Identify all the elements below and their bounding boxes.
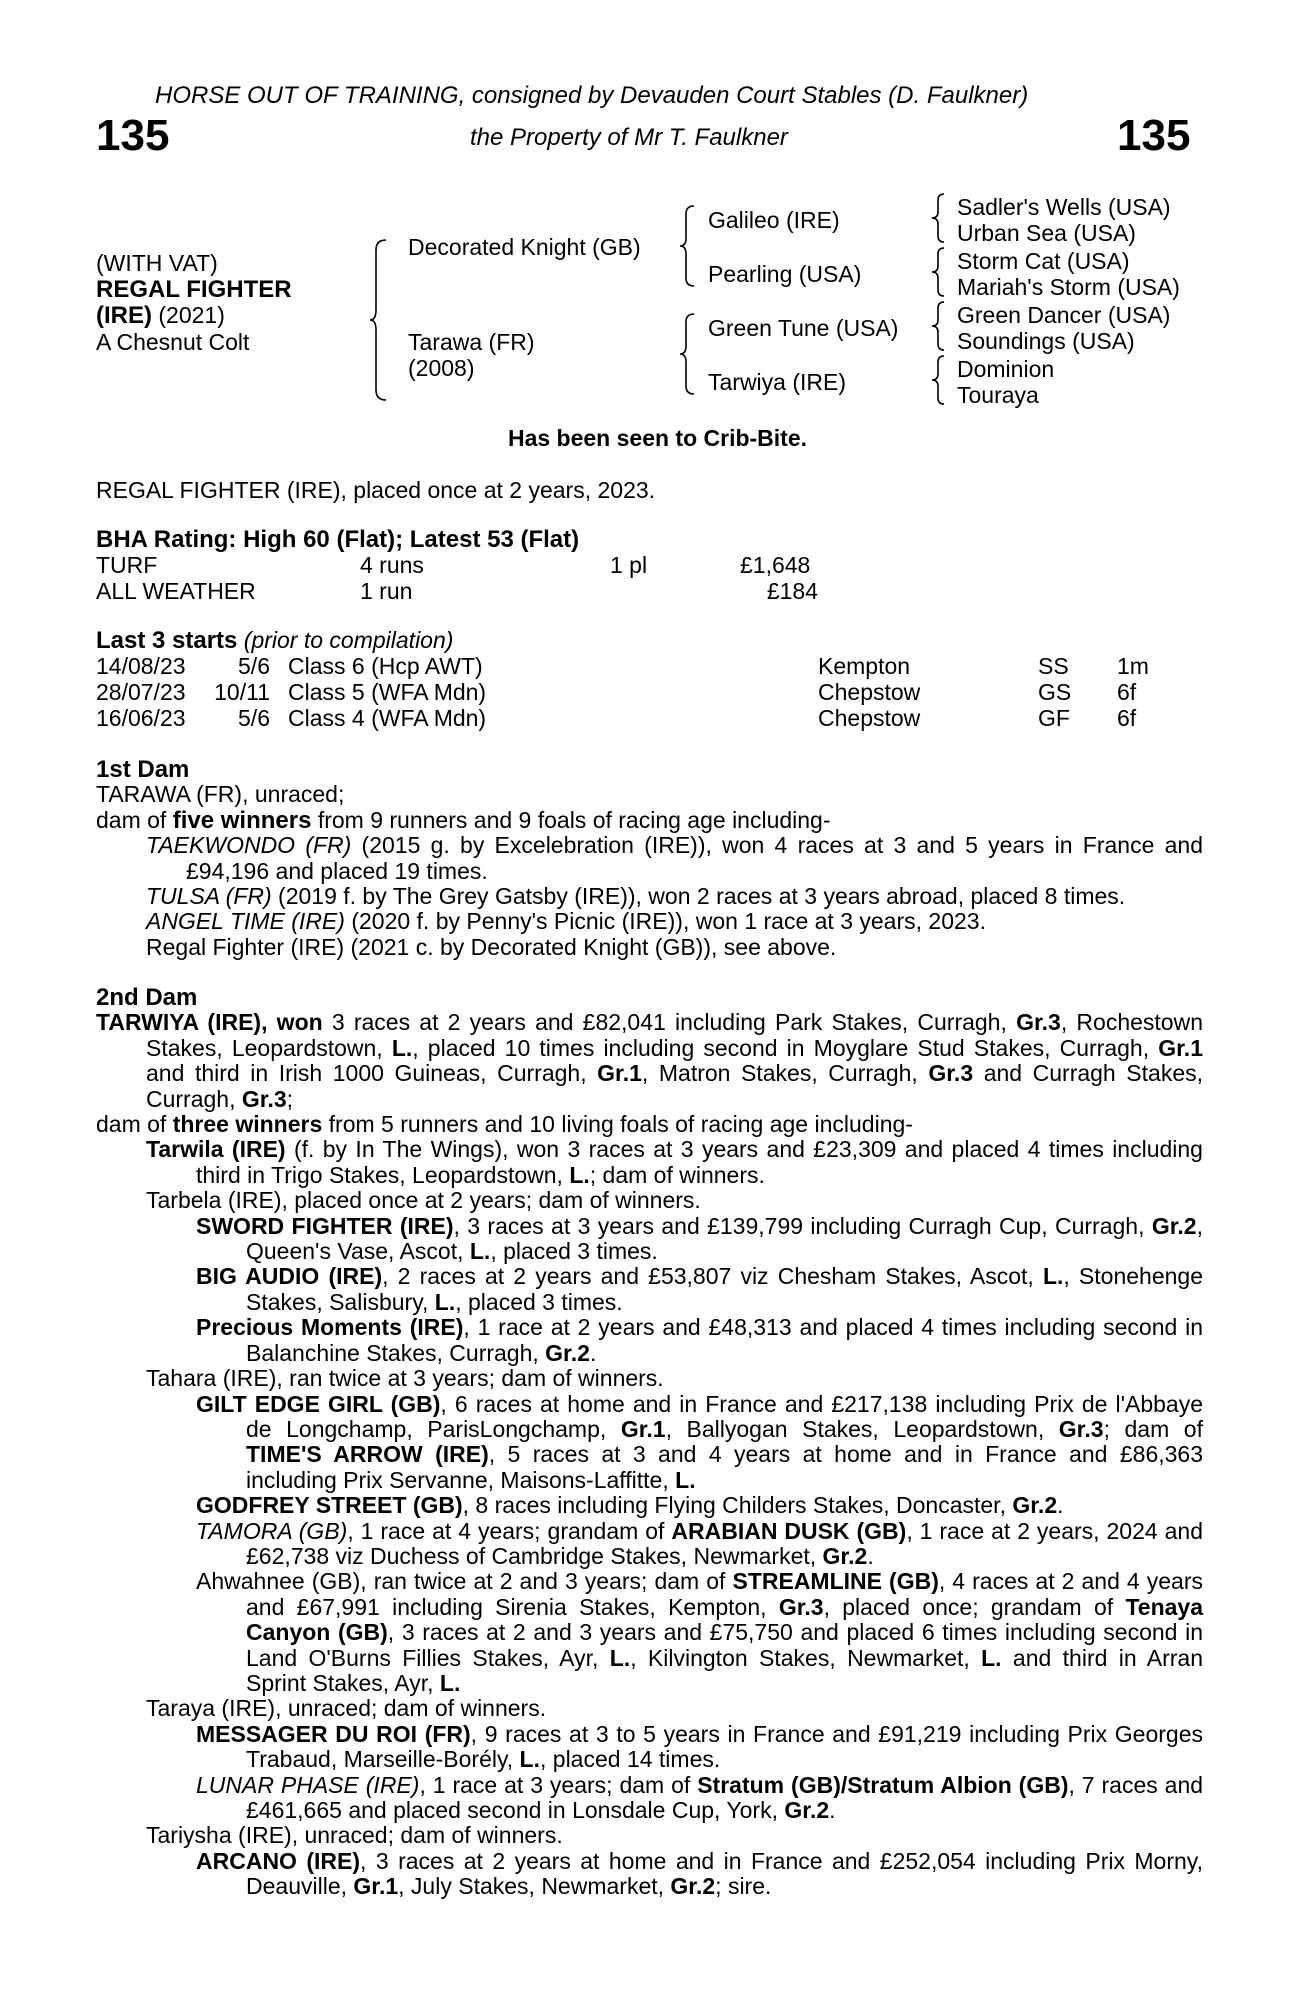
- last-starts-heading: Last 3 starts (prior to compilation): [96, 627, 454, 654]
- record-turf-placed: 1 pl: [610, 552, 648, 578]
- dam-name: Tarawa (FR): [408, 329, 535, 355]
- first-dam-section: [96, 757, 1203, 960]
- ddd: Touraya: [957, 382, 1039, 408]
- dss: Green Dancer (USA): [957, 302, 1171, 328]
- produce-arcano: ARCANO (IRE), 3 races at 2 years at home and in France and £252,054 including Prix Morny, Deauville, Gr.1, July Stakes, Newmarket, Gr.2; sire.: [196, 1847, 1203, 1900]
- produce-tulsa: TULSA (FR) (2019 f. by The Grey Gatsby (IRE)), won 2 races at 3 years abroad, placed 8 times.: [146, 883, 1126, 910]
- dds: Dominion: [957, 356, 1055, 382]
- crib-bite-notice: Has been seen to Crib-Bite.: [507, 425, 808, 451]
- produce-gilt-edge-girl: GILT EDGE GIRL (GB), 6 races at home and in France and £217,138 including Prix de l'Abbaye de Longchamp, ParisLongchamp, Gr.1, Ballyogan Stakes, Leopardstown, Gr.3; dam of TIME'S ARROW (IRE), 5 races at 3 and 4 years at home and in France and £86,363 including Prix Servanne, Maisons-Laffitte, L.: [196, 1390, 1203, 1493]
- start-course: Chepstow: [818, 679, 921, 705]
- produce-tarbela: Tarbela (IRE), placed once at 2 years; dam of winners.: [146, 1187, 701, 1214]
- start-date: 14/08/23: [96, 653, 186, 679]
- sire-brace: [678, 204, 698, 288]
- produce-tarwila: Tarwila (IRE) (f. by In The Wings), won 3 races at 3 years and £23,309 and placed 4 times including third in Trigo Stakes, Leopardstown, L.; dam of winners.: [146, 1136, 1203, 1188]
- start-going: SS: [1038, 653, 1069, 679]
- horse-name: REGAL FIGHTER: [96, 276, 292, 303]
- start-course: Chepstow: [818, 705, 921, 731]
- start-distance: 1m: [1117, 653, 1149, 679]
- record-turf-runs: 4 runs: [360, 552, 424, 578]
- first-dam-produce: dam of five winners from 9 runners and 9 foals of racing age including-: [96, 806, 831, 834]
- dam-year: (2008): [408, 355, 475, 381]
- sire-sire: Galileo (IRE): [708, 207, 840, 233]
- record-aw-runs: 1 run: [360, 578, 413, 604]
- record-aw-surface: ALL WEATHER: [96, 578, 256, 604]
- second-dam-produce: dam of three winners from 5 runners and 10 living foals of racing age including-: [96, 1111, 913, 1138]
- first-dam-heading: 1st Dam: [96, 756, 190, 783]
- property-line: the Property of Mr T. Faulkner: [470, 124, 788, 151]
- bha-rating: BHA Rating: High 60 (Flat); Latest 53 (Flat): [96, 526, 580, 553]
- sdd: Mariah's Storm (USA): [957, 274, 1180, 300]
- produce-godfrey-street: GODFREY STREET (GB), 8 races including Flying Childers Stakes, Doncaster, Gr.2.: [196, 1492, 1064, 1519]
- produce-big-audio: BIG AUDIO (IRE), 2 races at 2 years and £53,807 viz Chesham Stakes, Ascot, L., Stonehenge Stakes, Salisbury, L., placed 3 times.: [196, 1263, 1203, 1315]
- start-distance: 6f: [1117, 705, 1137, 731]
- start-date: 16/06/23: [96, 705, 186, 731]
- record-turf-money: £1,648: [740, 552, 811, 578]
- produce-taraya: Taraya (IRE), unraced; dam of winners.: [146, 1695, 547, 1722]
- produce-lunar-phase: LUNAR PHASE (IRE), 1 race at 3 years; dam of Stratum (GB)/Stratum Albion (GB), 7 races and £461,665 and placed second in Lonsdale Cup, York, Gr.2.: [196, 1771, 1204, 1823]
- sire-dam: Pearling (USA): [708, 261, 862, 287]
- start-date: 28/07/23: [96, 679, 186, 705]
- brace-g2: [930, 246, 948, 298]
- ssd: Urban Sea (USA): [957, 220, 1136, 246]
- sire-name: Decorated Knight (GB): [408, 234, 641, 260]
- start-distance: 6f: [1117, 679, 1137, 705]
- consignor-line: HORSE OUT OF TRAINING, consigned by Devauden Court Stables (D. Faulkner): [155, 82, 1029, 109]
- start-race: Class 5 (WFA Mdn): [288, 679, 487, 705]
- start-position: 5/6: [238, 653, 270, 679]
- start-going: GS: [1038, 679, 1072, 705]
- produce-tahara: Tahara (IRE), ran twice at 3 years; dam of winners.: [146, 1365, 664, 1392]
- horse-origin-year: (IRE) (2021): [96, 302, 225, 329]
- produce-messager-du-roi: MESSAGER DU ROI (FR), 9 races at 3 to 5 years in France and £91,219 including Prix Georges Trabaud, Marseille-Borély, L., placed 14 times.: [196, 1720, 1203, 1773]
- produce-precious-moments: Precious Moments (IRE), 1 race at 2 years and £48,313 and placed 4 times including second in Balanchine Stakes, Curragh, Gr.2.: [196, 1314, 1203, 1366]
- produce-taekwondo: TAEKWONDO (FR) (2015 g. by Excelebration (IRE)), won 4 races at 3 and 5 years in France and £94,196 and placed 19 times.: [146, 832, 1203, 884]
- second-dam-record: TARWIYA (IRE), won 3 races at 2 years and £82,041 including Park Stakes, Curragh, Gr.3, Rochestown Stakes, Leopardstown, L., placed 10 times including second in Moyglare Stud Stakes, Curragh, Gr.1 and third in Irish 1000 Guineas, Curragh, Gr.1, Matron Stakes, Curragh, Gr.3 and Curragh Stakes, Curragh, Gr.3;: [96, 1009, 1204, 1112]
- second-dam-heading: 2nd Dam: [96, 984, 198, 1011]
- start-course: Kempton: [818, 653, 911, 679]
- dam-brace: [678, 312, 698, 396]
- produce-tamora: TAMORA (GB), 1 race at 4 years; grandam of ARABIAN DUSK (GB), 1 race at 2 years, 2024 and £62,738 viz Duchess of Cambridge Stakes, Newmarket, Gr.2.: [196, 1517, 1203, 1569]
- record-aw-money: £184: [766, 578, 818, 604]
- start-race: Class 4 (WFA Mdn): [288, 705, 487, 731]
- dam-dam: Tarwiya (IRE): [708, 369, 847, 395]
- record-turf-surface: TURF: [96, 552, 158, 578]
- race-summary: REGAL FIGHTER (IRE), placed once at 2 years, 2023.: [96, 477, 656, 503]
- sss: Sadler's Wells (USA): [957, 194, 1171, 220]
- start-race: Class 6 (Hcp AWT): [288, 653, 483, 679]
- brace-g4: [930, 354, 948, 406]
- lot-number-right: 135: [1117, 111, 1191, 160]
- produce-regal-fighter: Regal Fighter (IRE) (2021 c. by Decorated Knight (GB)), see above.: [146, 933, 837, 960]
- start-position: 5/6: [238, 705, 270, 731]
- dsd: Soundings (USA): [957, 328, 1135, 354]
- produce-sword-fighter: SWORD FIGHTER (IRE), 3 races at 3 years and £139,799 including Curragh Cup, Curragh, Gr.2, Queen's Vase, Ascot, L., placed 3 times.: [196, 1212, 1203, 1265]
- start-position: 10/11: [214, 679, 270, 705]
- dam-sire: Green Tune (USA): [708, 315, 899, 341]
- horse-description: A Chesnut Colt: [96, 329, 250, 355]
- start-going: GF: [1038, 705, 1070, 731]
- pedigree-brace-main: [368, 238, 390, 402]
- brace-g3: [930, 300, 948, 352]
- lot-number-left: 135: [96, 111, 170, 160]
- produce-angel-time: ANGEL TIME (IRE) (2020 f. by Penny's Picnic (IRE)), won 1 race at 3 years, 2023.: [146, 908, 986, 935]
- brace-g1: [930, 192, 948, 244]
- first-dam-name: TARAWA (FR), unraced;: [96, 781, 345, 808]
- sds: Storm Cat (USA): [957, 248, 1130, 274]
- vat-note: (WITH VAT): [96, 250, 218, 276]
- produce-tariysha: Tariysha (IRE), unraced; dam of winners.: [146, 1822, 563, 1849]
- produce-ahwahnee: Ahwahnee (GB), ran twice at 2 and 3 years; dam of STREAMLINE (GB), 4 races at 2 and 4 years and £67,991 including Sirenia Stakes, Kempton, Gr.3, placed once; grandam of Tenaya Canyon (GB), 3 races at 2 and 3 years and £75,750 and placed 6 times including second in Land O'Burns Fillies Stakes, Ayr, L., Kilvington Stakes, Newmarket, L. and third in Arran Sprint Stakes, Ayr, L.: [196, 1568, 1203, 1696]
- second-dam-section: [96, 985, 1203, 1900]
